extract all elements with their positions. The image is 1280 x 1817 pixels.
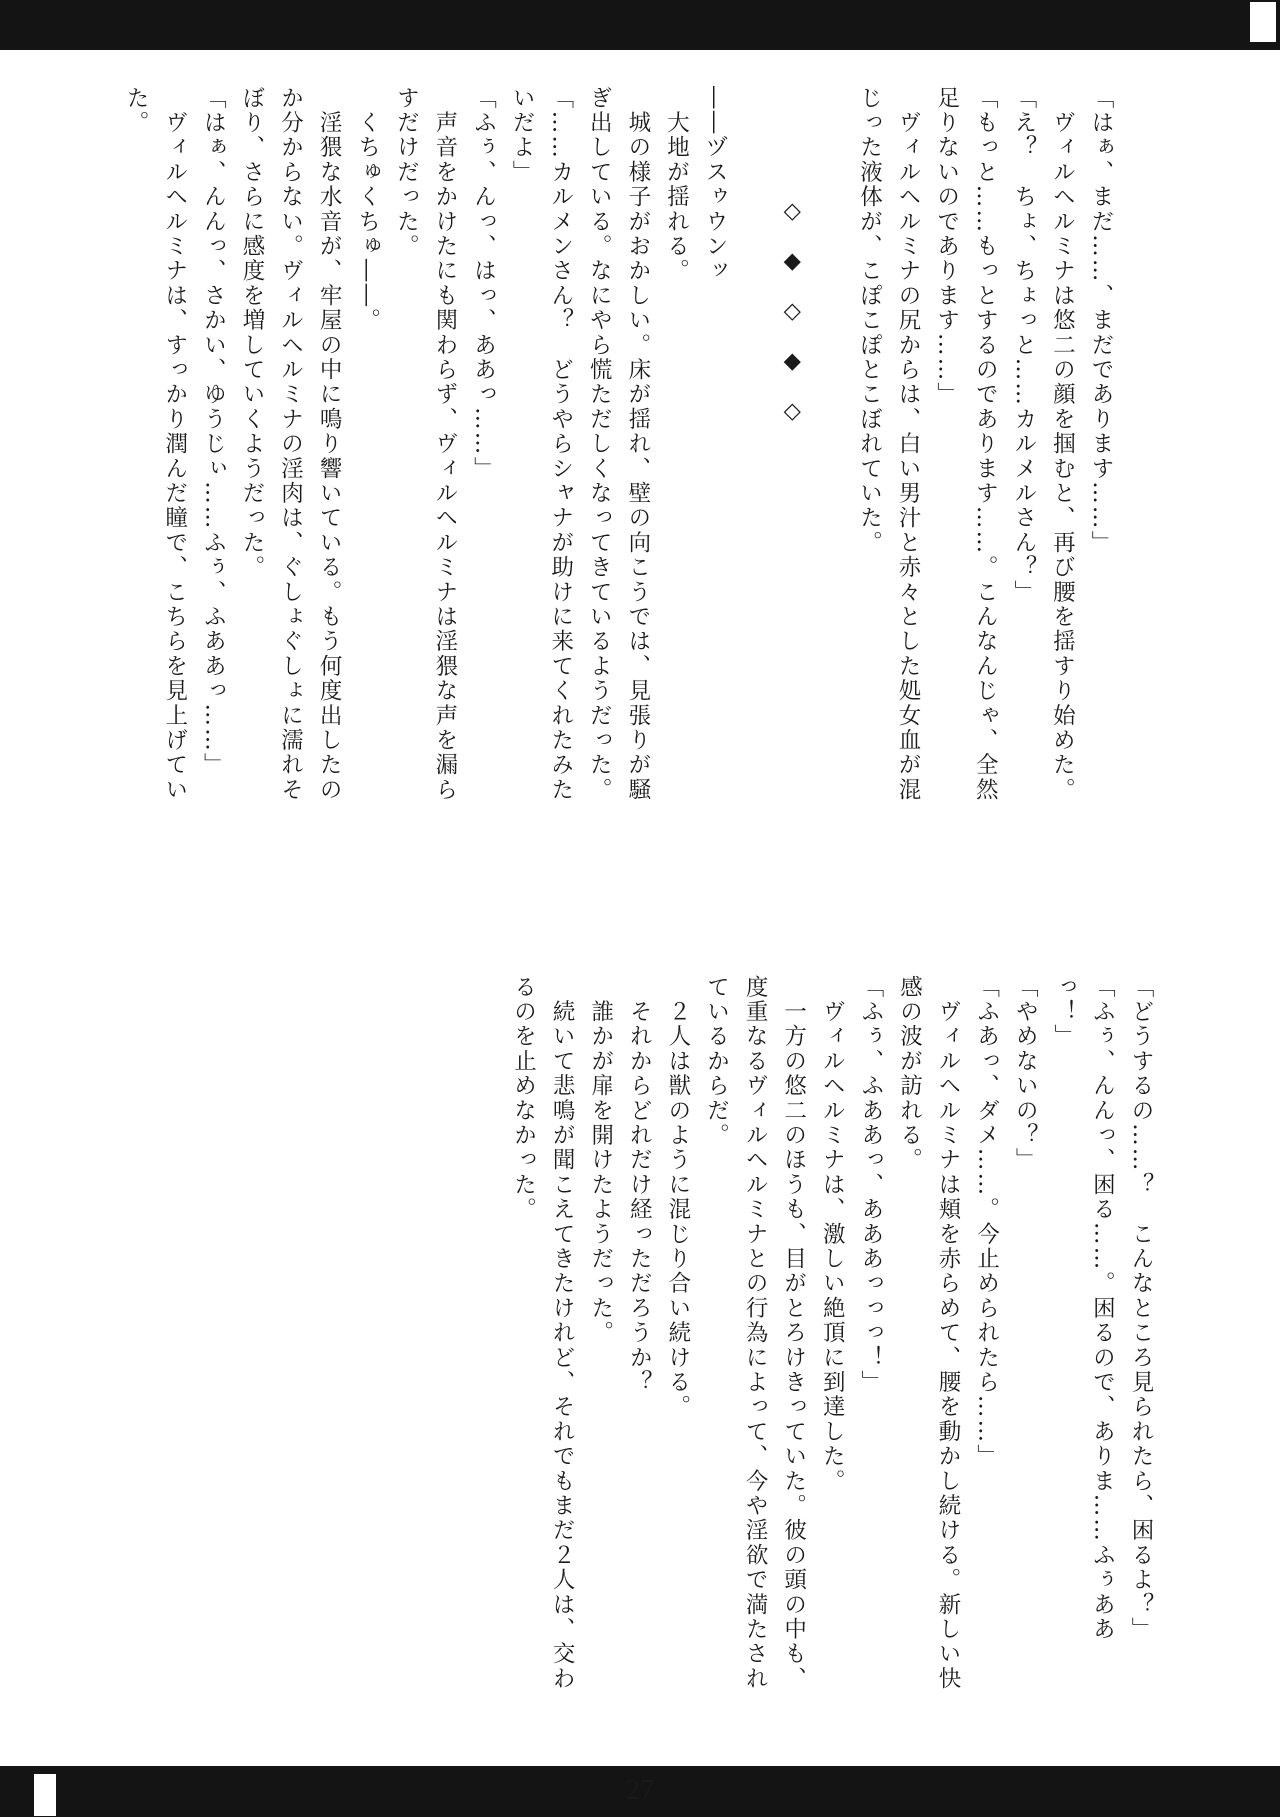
text-line: それからどれだけ経っただろうか？ <box>626 975 653 1395</box>
text-line: 声音をかけたにも関わらず、ヴィルヘルミナは淫猥な声を漏ら <box>431 86 458 803</box>
text-line: 「え？ ちょ、ちょっと……カルメルさん？」 <box>1010 86 1037 605</box>
text-line: 「ふぅ、ふああっ、あああっっっ！」 <box>857 975 884 1395</box>
text-line: 「やめないの？」 <box>1012 975 1039 1173</box>
text-line: 城の様子がおかしい。床が揺れ、壁の向こうでは、見張りが騒 <box>624 86 651 803</box>
lower-text-block <box>504 975 1160 1715</box>
upper-text-block <box>117 86 1120 826</box>
text-line: ているからだ。 <box>703 975 730 1148</box>
text-line: ヴィルヘルミナは、すっかり潤んだ瞳で、こちらを見上げてい <box>161 86 188 803</box>
text-line: じった液体が、こぽこぽとこぼれていた。 <box>856 86 883 556</box>
text-line: いだよ」 <box>509 86 536 185</box>
text-line: くちゅくちゅ――。 <box>354 86 381 333</box>
text-line: 続いて悲鳴が聞こえてきたけれど、それでもまだ２人は、交わ <box>549 975 576 1692</box>
text-line: 感の波が訪れる。 <box>896 975 923 1173</box>
text-line: ぎ出している。なにやら慌ただしくなってきているようだった。 <box>586 86 613 803</box>
text-line: 淫猥な水音が、牢屋の中に鳴り響いている。もう何度出したの <box>316 86 343 803</box>
text-line: 「もっと……もっとするのであります……。こんなんじゃ、全然 <box>972 86 999 803</box>
text-line: ヴィルヘルミナは頬を赤らめて、腰を動かし続ける。新しい快 <box>935 975 962 1692</box>
top-scan-border <box>0 0 1280 50</box>
text-line: 「はぁ、んんっ、さかい、ゆうじぃ……ふぅ、ふああっ……」 <box>200 86 227 778</box>
scene-break-separator: ◇◆◇◆◇ <box>779 198 806 448</box>
text-line: 大地が揺れる。 <box>663 86 690 284</box>
text-line: ぼり、さらに感度を増していくようだった。 <box>238 86 265 580</box>
text-line: すだけだった。 <box>393 86 420 259</box>
text-line: 「どうするの……？ こんなところ見られたら、困るよ？」 <box>1128 975 1154 1642</box>
text-line: ヴィルヘルミナは悠二の顔を掴むと、再び腰を揺すり始めた。 <box>1049 86 1076 803</box>
text-line: ――ヅスゥウンッ <box>702 86 729 284</box>
blank-line <box>811 86 850 826</box>
text-line: 「ふぅ、んんっ、困る……。困るので、ありま……ふぅああ <box>1089 975 1116 1642</box>
text-line: ヴィルヘルミナの尻からは、白い男汁と赤々とした処女血が混 <box>895 86 922 803</box>
text-line: ２人は獣のように混じり合い続ける。 <box>664 975 691 1420</box>
text-line: っ！」 <box>1050 975 1077 1050</box>
text-line: ヴィルヘルミナは、激しい絶頂に到達した。 <box>819 975 846 1494</box>
text-line: 誰かが扉を開けたようだった。 <box>587 975 614 1346</box>
text-line: た。 <box>123 86 150 136</box>
text-line: 「ふあっ、ダメ……。今止められたら……」 <box>973 975 1000 1469</box>
text-line: 「ふぅ、んっ、はっ、ああっ……」 <box>470 86 497 482</box>
text-line: 一方の悠二のほうも、目がとろけきっていた。彼の頭の中も、 <box>780 975 807 1692</box>
text-line: 「はぁ、まだ……、まだであります……」 <box>1088 86 1114 556</box>
blank-line <box>734 86 773 826</box>
page-number: 27 <box>626 1775 654 1806</box>
top-corner-mark <box>1250 2 1276 42</box>
text-line: 度重なるヴィルヘルミナとの行為によって、今や淫欲で満たされ <box>742 975 769 1692</box>
text-line: 足りないのであります……」 <box>933 86 960 408</box>
text-line: 「……カルメンさん？ どうやらシャナが助けに来てくれたみた <box>547 86 574 803</box>
text-line: か分からない。ヴィルヘルミナの淫肉は、ぐしょぐしょに濡れそ <box>277 86 304 803</box>
text-line: るのを止めなかった。 <box>510 975 537 1222</box>
